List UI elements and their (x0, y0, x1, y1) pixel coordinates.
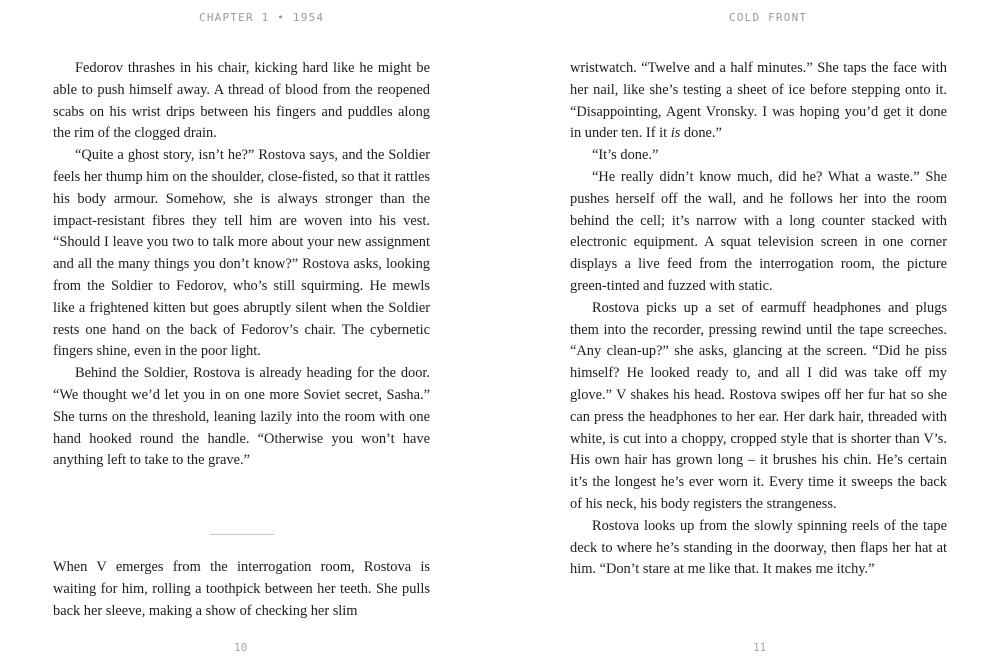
emphasis: is (670, 125, 681, 142)
left-text-block-after-break (53, 557, 430, 622)
paragraph: Fedorov thrashes in his chair, kicking hard like he might be able to push himself away. A thread of blood from the reopened scabs on his wrist drips between his fingers and puddles along the rim of the clogged drain. (53, 60, 430, 142)
paragraph: Rostova looks up from the slowly spinning reels of the tape deck to where he’s standing in the doorway, then flaps her hat at him. “Don’t stare at me like that. It makes me itchy.” (570, 517, 947, 578)
running-head-title: COLD FRONT (729, 11, 808, 24)
page-number: 10 (234, 641, 248, 654)
left-text-block (53, 58, 430, 472)
paragraph: When V emerges from the interrogation room, Rostova is waiting for him, rolling a toothpick between her teeth. She pulls back her sleeve, making a show of checking her slim (53, 559, 430, 619)
paragraph: Behind the Soldier, Rostova is already heading for the door. “We thought we’d let you in on one more Soviet secret, Sasha.” She turns on the threshold, leaning lazily into the room with one hand hooked round the handle. “Otherwise you won’t have anything left to take to the grave.” (53, 365, 430, 469)
paragraph: Rostova picks up a set of earmuff headphones and plugs them into the recorder, pressing rewind until the tape screeches. “Any clean-up?” she asks, glancing at the screen. “Did he piss himself? He looked ready to, and all I did was take off my glove.” V shakes his head. Rostova swipes off her fur hat so she can press the headphones to her ear. Her dark hair, threaded with white, is cut into a choppy, cropped style that is shorter than V’s. His own hair has grown long – it brushes his chin. He’s certain it’s the longest he’s ever worn it. Every time it sweeps the back of his neck, his body registers the strangeness. (570, 299, 947, 512)
right-page (500, 0, 1000, 667)
section-break-rule (210, 534, 274, 535)
text-run: wristwatch. “Twelve and a half minutes.” She taps the face with her nail, like she’s testing a sheet of ice before stepping onto it. “Disappointing, Agent Vronsky. I was hoping you’d get it done in under ten. If it (570, 60, 947, 142)
running-head-chapter: CHAPTER 1 • 1954 (199, 11, 325, 24)
page-number: 11 (753, 641, 767, 654)
text-run: done.” (680, 125, 722, 142)
right-text-block (570, 58, 947, 581)
paragraph: “Quite a ghost story, isn’t he?” Rostova says, and the Soldier feels her thump him on the shoulder, close-fisted, so that it rattles his body armour. Somehow, she is always stronger than the impact-resistant fibres they tell him are woven into his vest. “Should I leave you two to talk more about your new assignment and all the many things you don’t know?” Rostova asks, looking from the Soldier to Fedorov, who’s still squirming. He mewls like a frightened kitten but goes abruptly silent when the Soldier rests one hand on the back of Fedorov’s chair. The cybernetic fingers shine, even in the poor light. (53, 147, 430, 360)
paragraph: “He really didn’t know much, did he? What a waste.” She pushes herself off the wall, and he follows her into the room behind the cell; it’s narrow with a long counter stacked with electronic equipment. A squat television screen in one corner displays a live feed from the interrogation room, the picture green-tinted and fuzzed with static. (570, 168, 947, 294)
paragraph (570, 58, 947, 145)
paragraph: “It’s done.” (592, 147, 659, 164)
